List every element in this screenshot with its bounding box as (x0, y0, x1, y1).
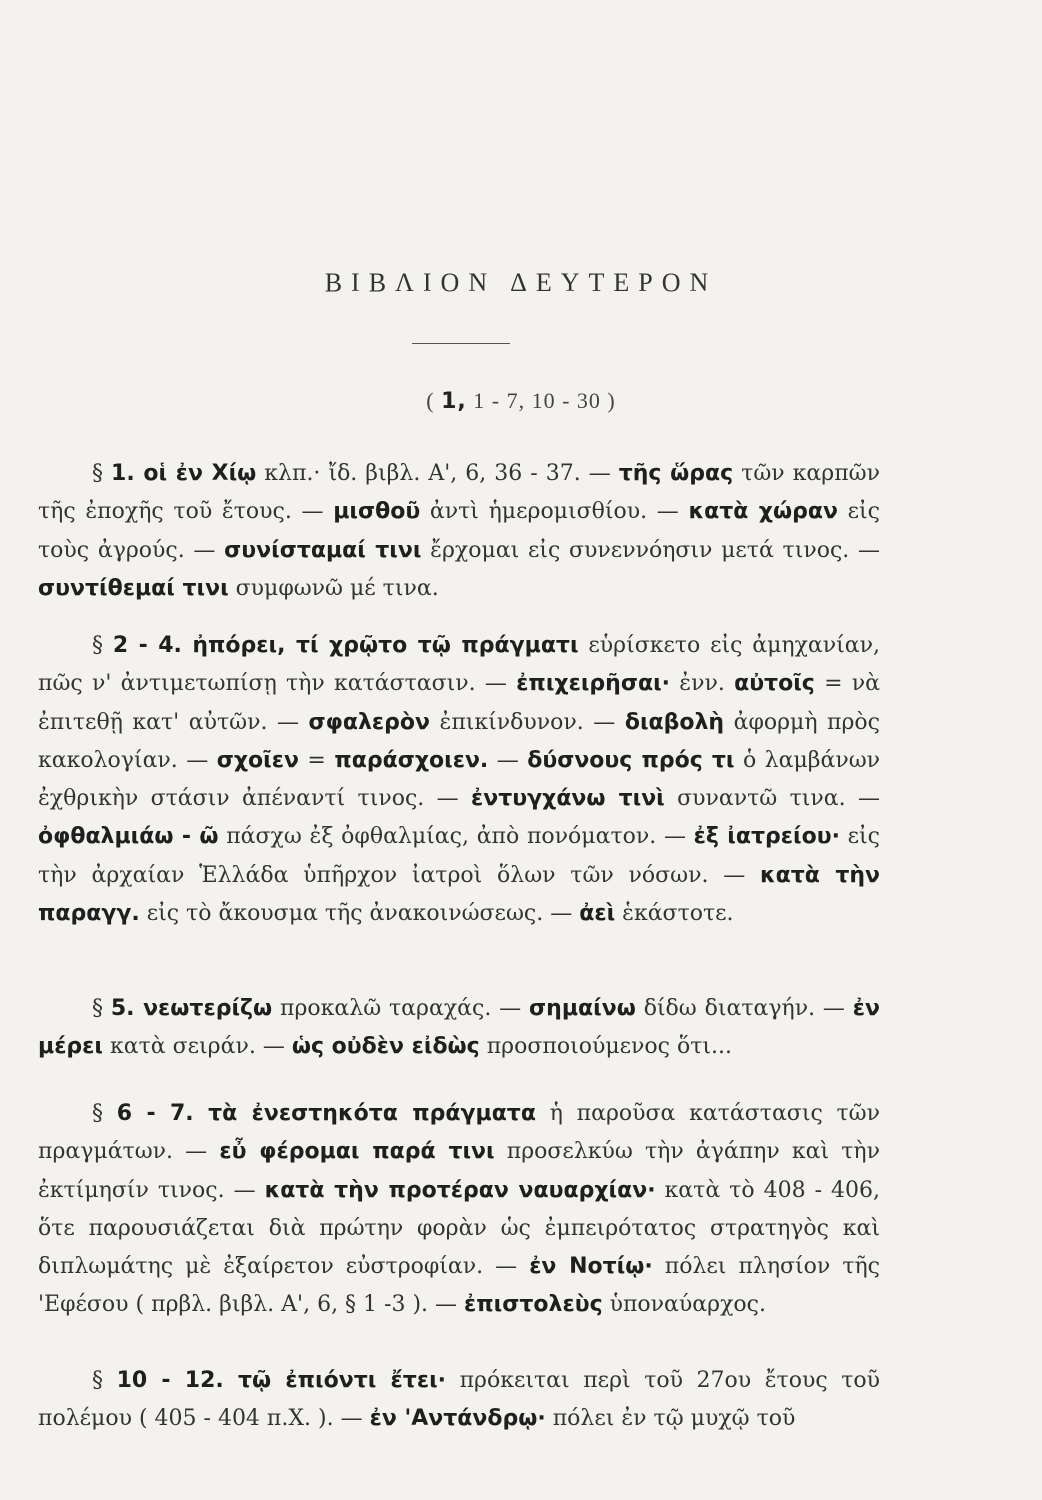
gloss-text: προκαλῶ ταραχάς. — (272, 996, 530, 1021)
gloss-text: κλπ.· ἴδ. βιβλ. Α', 6, 36 - 37. — (256, 461, 619, 486)
gloss-text: § (92, 1368, 117, 1393)
bold-term: μισθοῦ (333, 499, 421, 525)
bold-term: ὡς οὐδὲν εἰδὼς (291, 1034, 480, 1060)
gloss-text: ἐπικίνδυνον. — (430, 709, 625, 735)
gloss-text: § (92, 1101, 117, 1126)
gloss-text: προσποιούμενος ὅτι... (479, 1034, 732, 1060)
bold-term: παράσχοιεν. (334, 747, 489, 773)
gloss-text: εἰς τὴν ἀρχαίαν Ἑλλάδα ὑπῆρχον ἰατροὶ ὅλων τῶν νόσων. — (38, 824, 881, 888)
chapter-range (0, 388, 1042, 414)
bold-term: διαβολὴ (624, 709, 725, 735)
gloss-text: κατὰ τὸ 408 - 406, ὅτε παρουσιάζεται διὰ πρώτην φορὰν ὡς ἐμπειρότατος στρατηγὸς καὶ διπλωμάτης μὲ ἐξαίρετον εὐστροφίαν. — (38, 1177, 880, 1280)
gloss-text: συναντῶ τινα. — (664, 786, 880, 812)
bold-term: ἐν μέρει (38, 996, 881, 1060)
gloss-text: ἑκάστοτε. (615, 901, 734, 927)
bold-term: ἀεὶ (579, 901, 616, 927)
bold-term: συντίθεμαί τινι (38, 575, 229, 601)
gloss-text: ὁ λαμβάνων ἐχθρικὴν στάσιν ἀπέναντί τινος. — (38, 747, 881, 812)
paragraph-6-7 (38, 1095, 880, 1325)
gloss-text: ἡ παροῦσα κατάστασις τῶν πραγμάτων. — (38, 1101, 880, 1165)
gloss-text: § (92, 461, 112, 486)
bold-term: κατὰ χώραν (688, 499, 838, 525)
gloss-text: § (92, 633, 113, 658)
bold-term: ἐν 'Αντάνδρῳ· (369, 1406, 546, 1432)
bold-term: 1. οἱ ἐν Χίῳ (111, 461, 257, 486)
bold-term: εὖ φέρομαι παρά τινι (219, 1139, 495, 1165)
bold-term: σφαλερὸν (308, 709, 430, 735)
bold-term: συνίσταμαί τινι (224, 537, 422, 563)
bold-term: σημαίνω (529, 996, 636, 1021)
gloss-text: — (488, 747, 528, 773)
gloss-text: ἔρχομαι εἰς συνεννόησιν μετά τινος. — (421, 537, 881, 563)
bold-term: ἐπιχειρῆσαι· (516, 671, 671, 697)
title-divider (412, 343, 510, 344)
bold-term: κατὰ τὴν προτέραν ναυαρχίαν· (264, 1177, 656, 1203)
range-book-number: 1, (441, 389, 467, 414)
bold-term: ὀφθαλμιάω - ῶ (38, 824, 219, 850)
paragraph-10-12 (38, 1362, 880, 1439)
gloss-text: ὑποναύαρχος. (602, 1292, 766, 1318)
bold-term: 6 - 7. τὰ ἐνεστηκότα πράγματα (116, 1101, 536, 1126)
paragraph-2-4 (38, 627, 880, 933)
bold-term: τῆς ὥρας (618, 461, 734, 486)
paragraph-1 (38, 455, 880, 608)
bold-term: 2 - 4. ἠπόρει, τί χρῷτο τῷ πράγματι (112, 633, 579, 658)
bold-term: σχοῖεν (216, 747, 299, 773)
gloss-text: εὑρίσκετο εἰς ἀμηχανίαν, πῶς ν' ἀντιμετωπίσῃ τὴν κατάστασιν. — (38, 633, 881, 697)
gloss-text: πόλει ἐν τῷ μυχῷ τοῦ (545, 1406, 796, 1432)
book-title: ΒΙΒΛΙΟΝ ΔΕΥΤΕΡΟΝ (324, 268, 718, 297)
bold-term: ἐπιστολεὺς (464, 1292, 603, 1318)
gloss-text: § (92, 996, 111, 1021)
bold-term: αὐτοῖς (734, 671, 815, 697)
gloss-text: πόλει πλησίον τῆς 'Εφέσου ( πρβλ. βιβλ. Α', 6, § 1 -3 ). — (38, 1254, 880, 1318)
gloss-text: προσελκύω τὴν ἀγάπην καὶ τὴν ἐκτίμησίν τινος. — (38, 1139, 880, 1203)
gloss-text: πάσχω ἐξ ὀφθαλμίας, ἀπὸ πονόματον. — (218, 824, 694, 850)
bold-term: 10 - 12. τῷ ἐπιόντι ἔτει· (116, 1368, 447, 1393)
bold-term: κατὰ τὴν παραγγ. (38, 862, 881, 927)
gloss-text: εἰς τὸ ἄκουσμα τῆς ἀνακοινώσεως. — (139, 901, 580, 927)
gloss-text: συμφωνῶ μέ τινα. (228, 575, 439, 601)
gloss-text: πρόκειται περὶ τοῦ 27ου ἔτους τοῦ πολέμου ( 405 - 404 π.Χ. ). — (38, 1368, 880, 1432)
bold-term: ἐν Νοτίῳ· (529, 1254, 653, 1280)
bold-term: ἐντυγχάνω τινὶ (471, 786, 665, 812)
gloss-text: = (298, 747, 335, 773)
gloss-text: εἰς τοὺς ἀγρούς. — (38, 499, 880, 563)
gloss-text: = νὰ ἐπιτεθῇ κατ' αὐτῶν. — (38, 671, 880, 735)
range-open-paren: ( (426, 388, 435, 413)
gloss-text: δίδω διαταγήν. — (635, 996, 853, 1021)
gloss-text: κατὰ σειράν. — (103, 1034, 292, 1060)
paragraph-5 (38, 990, 880, 1067)
bold-term: ἐξ ἰατρείου· (693, 824, 840, 850)
range-sections: 1 - 7, 10 - 30 (473, 388, 608, 413)
gloss-text: τῶν καρπῶν τῆς ἐποχῆς τοῦ ἔτους. — (38, 461, 880, 525)
bold-term: 5. νεωτερίζω (110, 996, 273, 1021)
range-close-paren: ) (607, 388, 616, 413)
bold-term: δύσνους πρός τι (527, 747, 735, 773)
gloss-text: ἀφορμὴ πρὸς κακολογίαν. — (38, 709, 881, 773)
gloss-text: ἀντὶ ἡμερομισθίου. — (420, 499, 689, 525)
gloss-text: ἐνν. (670, 671, 735, 697)
